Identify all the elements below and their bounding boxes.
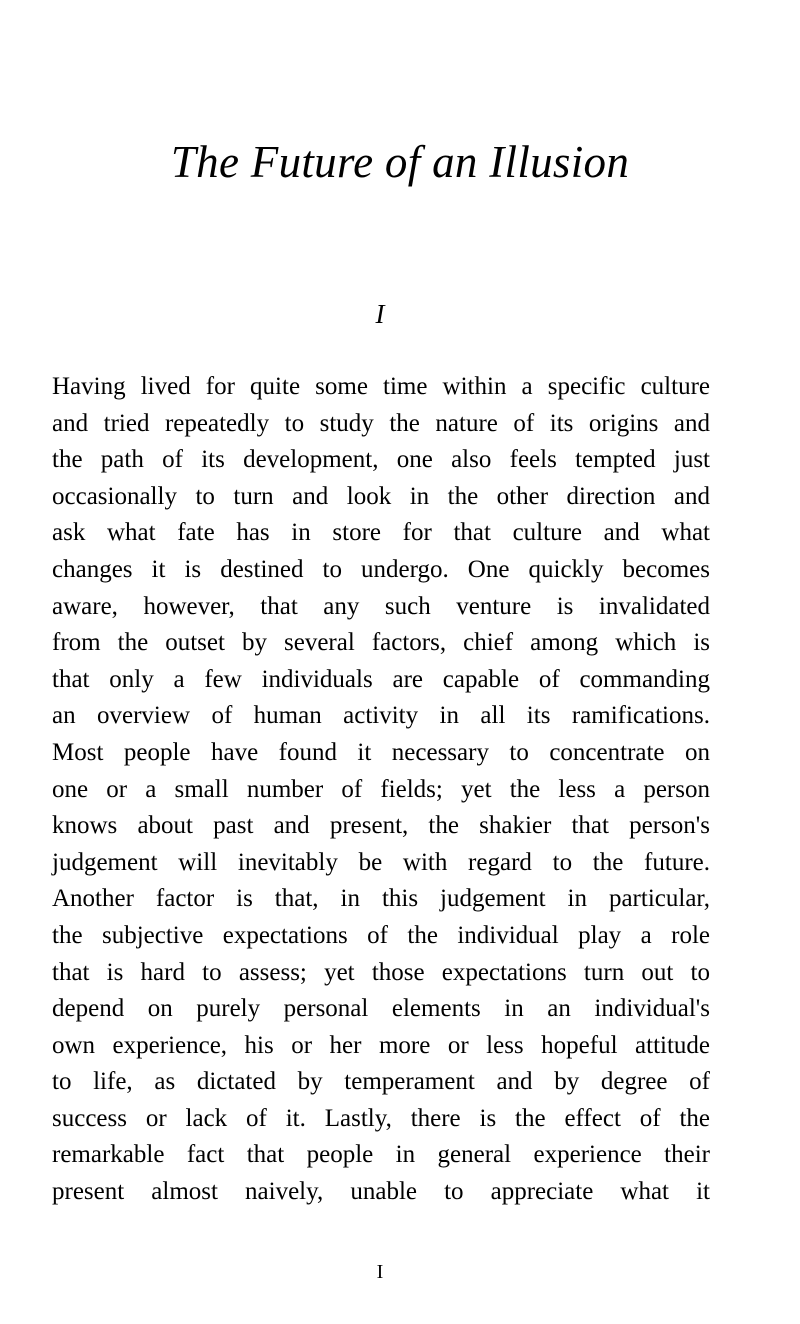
- paragraph-line: ask what fate has in store for that culture and what: [52, 519, 710, 547]
- paragraph-line: knows about past and present, the shakier that person's: [52, 812, 710, 840]
- body-paragraph: [52, 369, 710, 1211]
- paragraph-line: an overview of human activity in all its ramifications.: [52, 702, 710, 730]
- paragraph-line: from the outset by several factors, chief among which is: [52, 629, 710, 657]
- paragraph-line: own experience, his or her more or less hopeful attitude: [52, 1031, 710, 1059]
- paragraph-line: one or a small number of fields; yet the less a person: [52, 775, 710, 803]
- section-numeral: I: [375, 299, 385, 329]
- paragraph-line: present almost naively, unable to appreciate what it: [52, 1178, 710, 1206]
- paragraph-line: depend on purely personal elements in an individual's: [52, 995, 710, 1023]
- page-number: I: [376, 1261, 384, 1283]
- paragraph-line: that only a few individuals are capable of commanding: [52, 665, 710, 693]
- paragraph-line: and tried repeatedly to study the nature of its origins and: [52, 409, 710, 437]
- paragraph-line: to life, as dictated by temperament and by degree of: [52, 1068, 710, 1096]
- paragraph-line: Another factor is that, in this judgement in particular,: [52, 885, 710, 913]
- paragraph-line: remarkable fact that people in general experience their: [52, 1141, 710, 1169]
- paragraph-line: the path of its development, one also feels tempted just: [52, 446, 710, 474]
- paragraph-line: the subjective expectations of the individual play a role: [52, 921, 710, 949]
- paragraph-line: aware, however, that any such venture is invalidated: [52, 592, 710, 620]
- paragraph-line: that is hard to assess; yet those expectations turn out to: [52, 958, 710, 986]
- paragraph-line: Most people have found it necessary to concentrate on: [52, 738, 710, 766]
- paragraph-line: success or lack of it. Lastly, there is the effect of the: [52, 1104, 710, 1132]
- paragraph-line: judgement will inevitably be with regard to the future.: [52, 848, 710, 876]
- paragraph-line: changes it is destined to undergo. One quickly becomes: [52, 555, 710, 583]
- paragraph-line: occasionally to turn and look in the other direction and: [52, 482, 710, 510]
- paragraph-line: Having lived for quite some time within a specific culture: [52, 373, 710, 400]
- chapter-title: The Future of an Illusion: [170, 137, 630, 187]
